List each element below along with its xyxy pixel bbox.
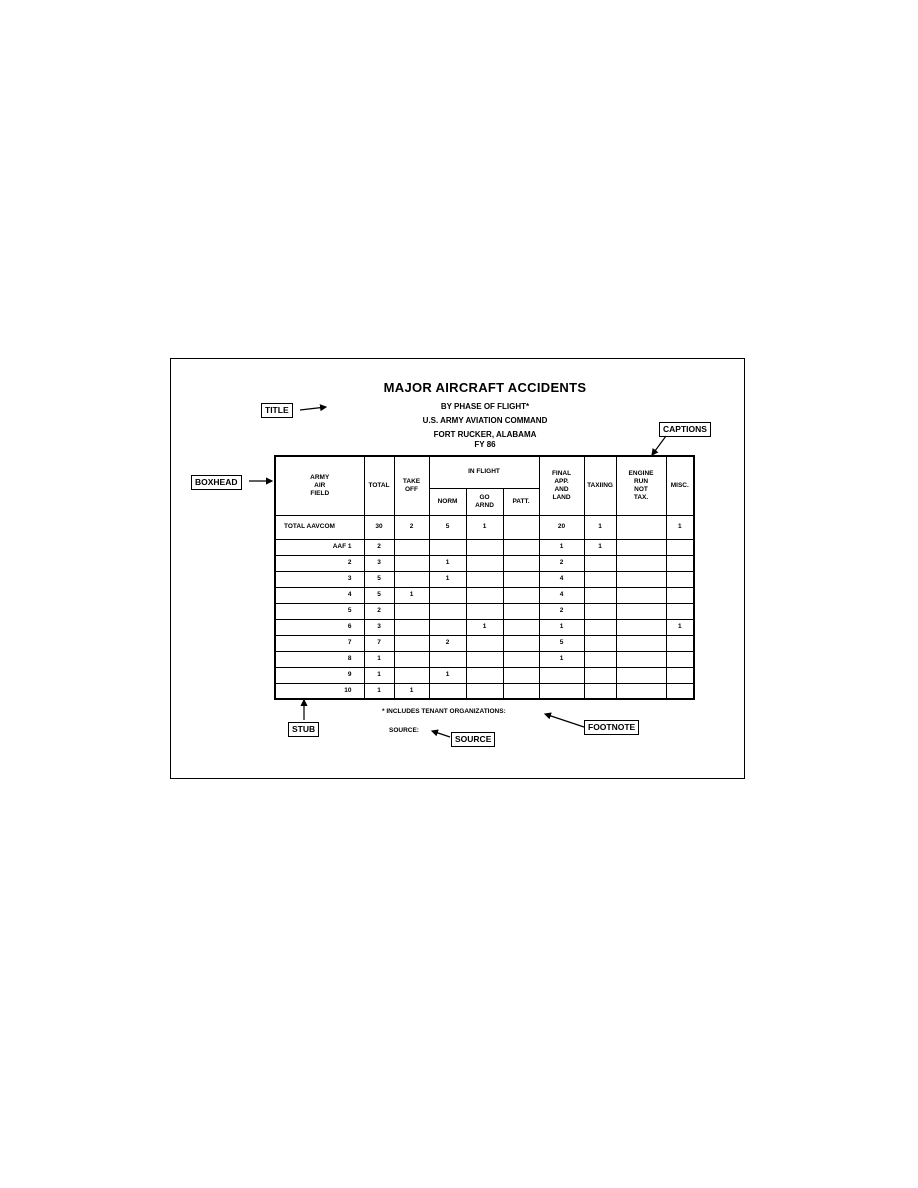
header-go-arnd: GO ARND: [466, 488, 503, 515]
header-patt: PATT.: [503, 488, 539, 515]
header-army-air-field: ARMY AIR FIELD: [275, 456, 364, 515]
source-arrow: [432, 731, 450, 737]
callout-title: TITLE: [261, 403, 293, 418]
header-norm: NORM: [429, 488, 466, 515]
table-row: 6 3 1 1 1: [275, 619, 694, 635]
subtitle-line-1: BY PHASE OF FLIGHT*: [440, 402, 530, 411]
header-in-flight: IN FLIGHT: [429, 456, 539, 488]
source-label: SOURCE:: [389, 727, 419, 734]
callout-stub: STUB: [288, 722, 319, 737]
table-row: 9 1 1: [275, 667, 694, 683]
callout-footnote: FOOTNOTE: [584, 720, 639, 735]
table-row: 3 5 1 4: [275, 571, 694, 587]
table-row: 7 7 2 5: [275, 635, 694, 651]
header-final: FINAL APP. AND LAND: [539, 456, 584, 515]
footnote-text: * INCLUDES TENANT ORGANIZATIONS:: [382, 708, 506, 715]
table-title: MAJOR AIRCRAFT ACCIDENTS: [383, 380, 587, 395]
table-row: TOTAL AAVCOM 30 2 5 1 20 1 1: [275, 515, 694, 539]
header-engine: ENGINE RUN NOT TAX.: [616, 456, 666, 515]
callout-captions: CAPTIONS: [659, 422, 711, 437]
footnote-arrow: [545, 714, 584, 727]
callout-source: SOURCE: [451, 732, 495, 747]
accidents-table: [274, 455, 695, 700]
header-takeoff: TAKE OFF: [394, 456, 429, 515]
subtitle-line-4: FY 86: [474, 440, 496, 449]
table-row: 10 1 1: [275, 683, 694, 699]
title-arrow: [300, 407, 326, 410]
table-row: 4 5 1 4: [275, 587, 694, 603]
table-row: 5 2 2: [275, 603, 694, 619]
header-total: TOTAL: [364, 456, 394, 515]
subtitle-line-2: U.S. ARMY AVIATION COMMAND: [422, 416, 548, 425]
header-misc: MISC.: [666, 456, 694, 515]
subtitle-line-3: FORT RUCKER, ALABAMA: [433, 430, 537, 439]
table-row: 8 1 1: [275, 651, 694, 667]
callout-boxhead: BOXHEAD: [191, 475, 242, 490]
header-taxiing: TAXIING: [584, 456, 616, 515]
captions-arrow: [652, 436, 666, 455]
table-row: 2 3 1 2: [275, 555, 694, 571]
table-row: AAF 1 2 1 1: [275, 539, 694, 555]
